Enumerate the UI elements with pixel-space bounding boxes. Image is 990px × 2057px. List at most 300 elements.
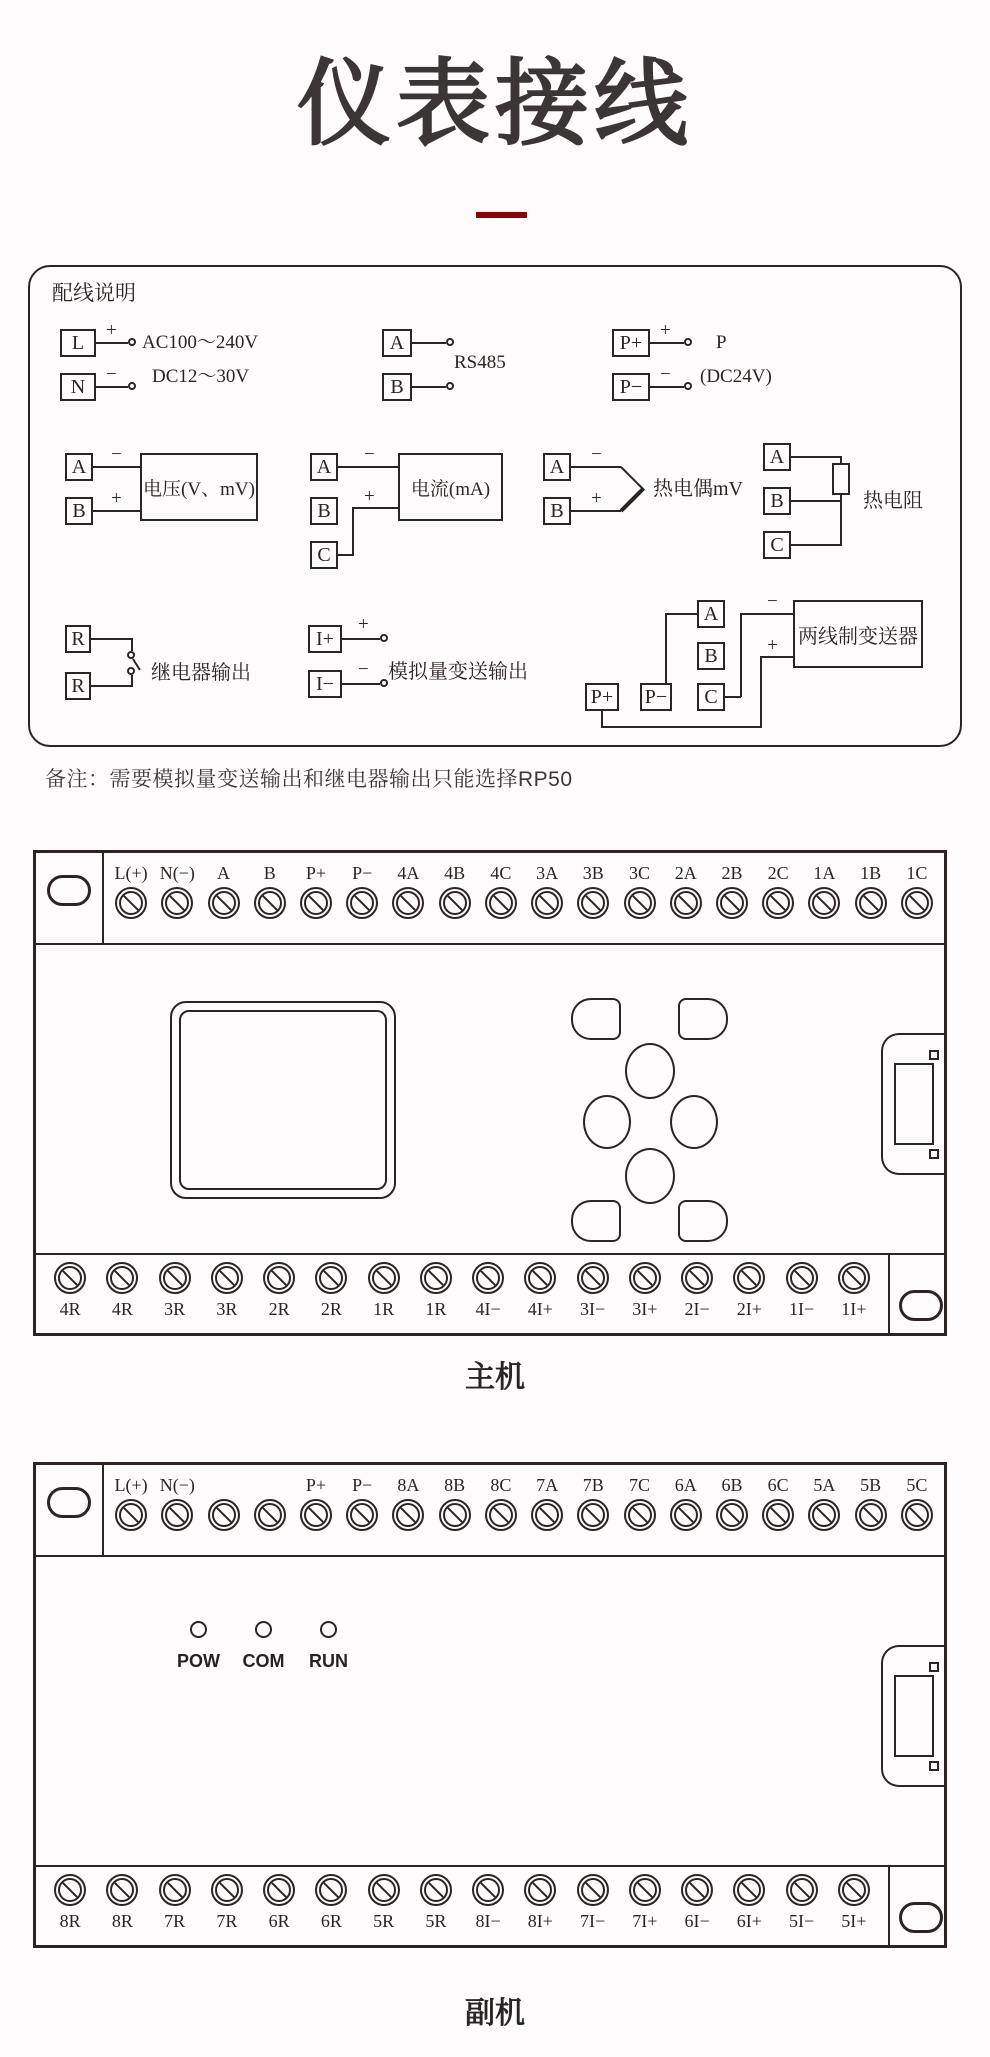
wire-end-circle xyxy=(380,679,388,687)
terminal xyxy=(293,853,339,943)
screw-terminal-icon xyxy=(368,1874,400,1906)
screw-terminal-icon xyxy=(716,1499,748,1531)
sub-top-terminals xyxy=(104,1465,944,1555)
terminal-label: 3I+ xyxy=(632,1299,658,1319)
screw-terminal-icon xyxy=(716,887,748,919)
transmitter-box: 两线制变送器 xyxy=(793,600,923,668)
wire xyxy=(760,656,762,728)
terminal-box-A: A xyxy=(310,453,338,481)
screw-terminal-icon xyxy=(901,1499,933,1531)
terminal-label: 1A xyxy=(813,863,836,883)
terminal xyxy=(339,853,385,943)
terminal xyxy=(305,1867,357,1948)
terminal-label: 1B xyxy=(860,863,882,883)
terminal-label: N(−) xyxy=(159,863,195,883)
terminal-label: 1I− xyxy=(789,1299,815,1319)
two-wire-transmitter-diagram xyxy=(585,592,935,742)
side-connector xyxy=(881,1033,947,1175)
analog-output-label: 模拟量变送输出 xyxy=(388,661,528,683)
rs485-label: RS485 xyxy=(454,352,506,373)
terminal-label: P+ xyxy=(305,1475,327,1495)
terminal xyxy=(478,1465,524,1555)
key-right-button[interactable] xyxy=(670,1095,718,1149)
status-led xyxy=(231,1621,296,1672)
wire xyxy=(96,342,128,344)
terminal-label: 5C xyxy=(906,1475,928,1495)
screw-terminal-icon xyxy=(670,1499,702,1531)
thermocouple-label: 热电偶mV xyxy=(653,478,743,500)
wire xyxy=(352,507,354,556)
screw-terminal-icon xyxy=(524,1262,556,1294)
relay-output-diagram xyxy=(65,615,285,715)
led-indicator-icon xyxy=(190,1621,207,1638)
terminal-label: 4A xyxy=(397,863,420,883)
terminal-box-B: B xyxy=(382,373,412,401)
screw-terminal-icon xyxy=(161,887,193,919)
terminal-label: 7C xyxy=(629,1475,651,1495)
wire xyxy=(96,386,128,388)
plus-sign: + xyxy=(111,488,122,509)
mounting-slot xyxy=(899,1290,943,1321)
terminal xyxy=(514,1867,566,1948)
terminal xyxy=(755,853,801,943)
terminal-label: 2R xyxy=(320,1299,342,1319)
terminal-label: 3R xyxy=(164,1299,186,1319)
terminal-box-A: A xyxy=(763,443,791,471)
wire xyxy=(840,495,842,546)
terminal xyxy=(894,1465,940,1555)
wire-end-circle xyxy=(128,382,136,390)
terminal-label: 5A xyxy=(813,1475,836,1495)
screw-terminal-icon xyxy=(485,1499,517,1531)
terminal-label: 4I− xyxy=(475,1299,501,1319)
key-left-button[interactable] xyxy=(583,1095,631,1149)
terminal xyxy=(149,1867,201,1948)
terminal-label: 6R xyxy=(320,1911,342,1931)
terminal-label: 8I− xyxy=(475,1911,501,1931)
screw-terminal-icon xyxy=(762,887,794,919)
main-unit-caption: 主机 xyxy=(465,1361,525,1394)
screw-terminal-icon xyxy=(838,1874,870,1906)
terminal-label: 8R xyxy=(111,1911,133,1931)
wire xyxy=(760,656,793,658)
terminal xyxy=(567,1255,619,1336)
screw-terminal-icon xyxy=(392,887,424,919)
led-label: RUN xyxy=(309,1651,348,1671)
resistor-symbol xyxy=(832,463,850,495)
terminal-box-C: C xyxy=(697,683,725,711)
terminal-label: 6I− xyxy=(684,1911,710,1931)
terminal-box-R2: R xyxy=(65,672,91,700)
voltage-box: 电压(V、mV) xyxy=(140,453,258,521)
wire xyxy=(650,342,684,344)
minus-sign: − xyxy=(660,364,671,385)
terminal xyxy=(432,853,478,943)
terminal-label: 8R xyxy=(59,1911,81,1931)
wire xyxy=(91,638,133,640)
screw-terminal-icon xyxy=(485,887,517,919)
terminal xyxy=(293,1465,339,1555)
terminal-box-B: B xyxy=(310,497,338,525)
terminal-box-B: B xyxy=(543,497,571,525)
terminal-label: 7I− xyxy=(580,1911,606,1931)
terminal xyxy=(801,1465,847,1555)
terminal-label: 4R xyxy=(59,1299,81,1319)
terminal xyxy=(663,1465,709,1555)
screw-terminal-icon xyxy=(315,1262,347,1294)
power-rating-line2: DC12～30V xyxy=(152,366,250,387)
terminal xyxy=(570,853,616,943)
terminal-label: 7R xyxy=(164,1911,186,1931)
screw-terminal-icon xyxy=(159,1262,191,1294)
terminal xyxy=(247,1465,293,1555)
minus-sign: − xyxy=(106,364,117,385)
terminal xyxy=(801,853,847,943)
led-indicator-icon xyxy=(255,1621,272,1638)
terminal xyxy=(619,1255,671,1336)
wire xyxy=(665,613,667,683)
screw-terminal-icon xyxy=(420,1262,452,1294)
terminal-label: B xyxy=(263,863,276,883)
terminal-label: 5R xyxy=(373,1911,395,1931)
terminal-box-A: A xyxy=(697,600,725,628)
terminal-label: 2R xyxy=(268,1299,290,1319)
analog-output-diagram xyxy=(308,615,558,715)
plus-sign: + xyxy=(106,320,117,341)
terminal-label: 1I+ xyxy=(841,1299,867,1319)
screw-terminal-icon xyxy=(263,1874,295,1906)
rtd-diagram xyxy=(763,435,963,565)
wire xyxy=(601,726,762,728)
terminal xyxy=(616,1465,662,1555)
status-led xyxy=(296,1621,361,1672)
screw-terminal-icon xyxy=(762,1499,794,1531)
terminal-box-C: C xyxy=(763,531,791,559)
wire-end-circle xyxy=(128,338,136,346)
status-led xyxy=(166,1621,231,1672)
wire xyxy=(791,456,841,458)
terminal-label: 6I+ xyxy=(736,1911,762,1931)
terminal-box-A: A xyxy=(382,329,412,357)
terminal xyxy=(776,1255,828,1336)
screw-terminal-icon xyxy=(808,1499,840,1531)
page-title: 仪表接线 xyxy=(296,51,693,156)
terminal xyxy=(671,1867,723,1948)
terminal xyxy=(96,1255,148,1336)
screw-terminal-icon xyxy=(211,1262,243,1294)
current-box: 电流(mA) xyxy=(398,453,503,521)
minus-sign: − xyxy=(591,444,602,465)
sub-unit-panel xyxy=(33,1462,947,1948)
terminal-label: 3A xyxy=(536,863,559,883)
connector-tab xyxy=(929,1149,939,1159)
terminal-label: 2I+ xyxy=(736,1299,762,1319)
connector-tab xyxy=(929,1662,939,1672)
screw-terminal-icon xyxy=(629,1262,661,1294)
terminal xyxy=(410,1255,462,1336)
led-label: POW xyxy=(177,1651,220,1671)
terminal xyxy=(108,853,154,943)
terminal xyxy=(524,853,570,943)
led-label: COM xyxy=(242,1651,285,1671)
dc24v-diagram xyxy=(612,320,792,405)
terminal xyxy=(305,1255,357,1336)
terminal-box-P-minus: P− xyxy=(640,683,672,711)
screw-terminal-icon xyxy=(300,1499,332,1531)
screw-terminal-icon xyxy=(115,1499,147,1531)
terminal xyxy=(894,853,940,943)
terminal-label: P+ xyxy=(305,863,327,883)
screw-terminal-icon xyxy=(855,887,887,919)
side-connector-slot xyxy=(894,1063,934,1145)
display-window xyxy=(170,1001,396,1199)
power-rating-line1: AC100～240V xyxy=(142,332,259,353)
terminal-label: 2C xyxy=(767,863,789,883)
minus-sign: − xyxy=(767,591,778,612)
terminal-label: 1R xyxy=(425,1299,447,1319)
key-top-left-button[interactable] xyxy=(571,998,621,1040)
power-supply-diagram xyxy=(60,320,300,405)
terminal xyxy=(723,1255,775,1336)
main-bottom-terminal-strip xyxy=(36,1253,944,1336)
sub-top-terminal-strip xyxy=(36,1465,944,1557)
terminal xyxy=(828,1255,880,1336)
screw-terminal-icon xyxy=(901,887,933,919)
screw-terminal-icon xyxy=(106,1874,138,1906)
screw-terminal-icon xyxy=(439,1499,471,1531)
mounting-slot xyxy=(899,1902,943,1933)
terminal-label: 6C xyxy=(767,1475,789,1495)
screw-terminal-icon xyxy=(524,1874,556,1906)
wire xyxy=(93,510,140,512)
terminal xyxy=(462,1867,514,1948)
terminal-box-B: B xyxy=(65,497,93,525)
key-down-button[interactable] xyxy=(625,1148,675,1204)
terminal xyxy=(828,1867,880,1948)
terminal-label: L(+) xyxy=(114,863,148,883)
plus-sign: + xyxy=(364,486,375,507)
terminal xyxy=(410,1867,462,1948)
screw-terminal-icon xyxy=(624,887,656,919)
terminal-label: 7B xyxy=(582,1475,604,1495)
screw-terminal-icon xyxy=(577,1262,609,1294)
mounting-slot xyxy=(47,1487,91,1518)
terminal-label: A xyxy=(217,863,231,883)
wire-end-circle xyxy=(684,382,692,390)
connector-tab xyxy=(929,1761,939,1771)
screw-terminal-icon xyxy=(106,1262,138,1294)
connector-tab xyxy=(929,1050,939,1060)
wire xyxy=(665,613,697,615)
main-unit-panel xyxy=(33,850,947,1336)
screw-terminal-icon xyxy=(472,1874,504,1906)
screw-terminal-icon xyxy=(254,1499,286,1531)
terminal xyxy=(478,853,524,943)
plus-sign: + xyxy=(767,635,778,656)
voltage-input-diagram xyxy=(65,443,265,543)
p-label: P xyxy=(716,332,727,353)
terminal-label: 4C xyxy=(490,863,512,883)
terminal xyxy=(154,853,200,943)
wire xyxy=(601,711,603,728)
terminal-label: 5B xyxy=(860,1475,882,1495)
terminal xyxy=(570,1465,616,1555)
screw-terminal-icon xyxy=(838,1262,870,1294)
screw-terminal-icon xyxy=(254,887,286,919)
terminal xyxy=(201,1255,253,1336)
sub-bottom-terminal-strip xyxy=(36,1865,944,1948)
note-text: 备注：需要模拟量变送输出和继电器输出只能选择RP50 xyxy=(45,768,573,791)
terminal xyxy=(358,1255,410,1336)
relay-label: 继电器输出 xyxy=(151,662,251,684)
terminal xyxy=(432,1465,478,1555)
terminal-label: 1C xyxy=(906,863,928,883)
sub-unit-caption: 副机 xyxy=(465,1997,525,2030)
terminal xyxy=(358,1867,410,1948)
terminal xyxy=(96,1867,148,1948)
wire xyxy=(342,683,380,685)
terminal xyxy=(149,1255,201,1336)
display-screen xyxy=(179,1010,387,1190)
screw-terminal-icon xyxy=(315,1874,347,1906)
terminal xyxy=(385,853,431,943)
wire-end-circle xyxy=(446,382,454,390)
screw-terminal-icon xyxy=(855,1499,887,1531)
wire xyxy=(740,613,793,615)
terminal xyxy=(616,853,662,943)
terminal xyxy=(339,1465,385,1555)
mounting-slot-cell xyxy=(888,1867,944,1948)
terminal-box-C: C xyxy=(310,541,338,569)
screw-terminal-icon xyxy=(629,1874,661,1906)
terminal-label: 2A xyxy=(674,863,697,883)
wire xyxy=(338,466,398,468)
screw-terminal-icon xyxy=(115,887,147,919)
terminal xyxy=(524,1465,570,1555)
key-up-button[interactable] xyxy=(625,1043,675,1099)
screw-terminal-icon xyxy=(439,887,471,919)
terminal xyxy=(848,1465,894,1555)
wire xyxy=(93,466,140,468)
terminal xyxy=(567,1867,619,1948)
wire xyxy=(412,386,446,388)
terminal-label: P− xyxy=(352,863,373,883)
screw-terminal-icon xyxy=(472,1262,504,1294)
terminal-label: 5R xyxy=(425,1911,447,1931)
thermocouple-junction-wire-thick xyxy=(620,487,645,512)
screw-terminal-icon xyxy=(733,1874,765,1906)
dc24v-label: (DC24V) xyxy=(700,366,772,387)
terminal-box-P-minus: P− xyxy=(612,373,650,401)
screw-terminal-icon xyxy=(208,1499,240,1531)
terminal-box-P-plus: P+ xyxy=(585,683,619,711)
terminal xyxy=(253,1867,305,1948)
terminal-label: 3R xyxy=(216,1299,238,1319)
terminal xyxy=(108,1465,154,1555)
terminal xyxy=(247,853,293,943)
screw-terminal-icon xyxy=(54,1874,86,1906)
main-bottom-terminals xyxy=(36,1255,888,1336)
minus-sign: − xyxy=(364,444,375,465)
wire xyxy=(791,500,841,502)
terminal-label: 7I+ xyxy=(632,1911,658,1931)
terminal xyxy=(201,1867,253,1948)
terminal-box-I-minus: I− xyxy=(308,670,342,698)
terminal xyxy=(385,1465,431,1555)
screw-terminal-icon xyxy=(681,1874,713,1906)
screw-terminal-icon xyxy=(577,1499,609,1531)
screw-terminal-icon xyxy=(577,1874,609,1906)
key-bottom-right-button[interactable] xyxy=(678,1200,728,1242)
terminal-box-A: A xyxy=(65,453,93,481)
screw-terminal-icon xyxy=(786,1874,818,1906)
terminal-label: 5I− xyxy=(789,1911,815,1931)
screw-terminal-icon xyxy=(531,887,563,919)
key-top-right-button[interactable] xyxy=(678,998,728,1040)
terminal-label: 7R xyxy=(216,1911,238,1931)
terminal-label: 8B xyxy=(444,1475,466,1495)
wire-end-circle xyxy=(684,338,692,346)
terminal xyxy=(462,1255,514,1336)
terminal-label: 4R xyxy=(111,1299,133,1319)
terminal-box-L: L xyxy=(60,329,96,357)
thermocouple-diagram xyxy=(543,443,783,543)
plus-sign: + xyxy=(660,320,671,341)
screw-terminal-icon xyxy=(346,1499,378,1531)
terminal xyxy=(619,1867,671,1948)
mounting-slot-cell xyxy=(36,1465,104,1555)
terminal-box-B: B xyxy=(763,487,791,515)
terminal xyxy=(663,853,709,943)
key-bottom-left-button[interactable] xyxy=(571,1200,621,1242)
status-led-group xyxy=(166,1621,361,1672)
terminal-box-R1: R xyxy=(65,625,91,653)
terminal xyxy=(671,1255,723,1336)
side-connector xyxy=(881,1645,947,1787)
wire xyxy=(740,613,742,697)
title-divider xyxy=(476,212,527,218)
wire xyxy=(412,342,446,344)
mounting-slot-cell xyxy=(888,1255,944,1336)
terminal xyxy=(154,1465,200,1555)
screw-terminal-icon xyxy=(531,1499,563,1531)
wire xyxy=(650,386,684,388)
screw-terminal-icon xyxy=(624,1499,656,1531)
wiring-box-heading: 配线说明 xyxy=(52,281,136,305)
terminal xyxy=(755,1465,801,1555)
screw-terminal-icon xyxy=(208,887,240,919)
screw-terminal-icon xyxy=(54,1262,86,1294)
screw-terminal-icon xyxy=(368,1262,400,1294)
wire xyxy=(91,685,133,687)
terminal-label: 4I+ xyxy=(527,1299,553,1319)
terminal-label: 7A xyxy=(536,1475,559,1495)
screw-terminal-icon xyxy=(577,887,609,919)
wire-end-circle xyxy=(380,634,388,642)
screw-terminal-icon xyxy=(670,887,702,919)
terminal-box-N: N xyxy=(60,373,96,401)
terminal xyxy=(44,1867,96,1948)
terminal-label: 2B xyxy=(721,863,743,883)
terminal-label: 6A xyxy=(674,1475,697,1495)
terminal xyxy=(200,853,246,943)
terminal-label: 8C xyxy=(490,1475,512,1495)
terminal xyxy=(776,1867,828,1948)
terminal xyxy=(848,853,894,943)
screw-terminal-icon xyxy=(392,1499,424,1531)
screw-terminal-icon xyxy=(346,887,378,919)
minus-sign: − xyxy=(358,659,369,680)
